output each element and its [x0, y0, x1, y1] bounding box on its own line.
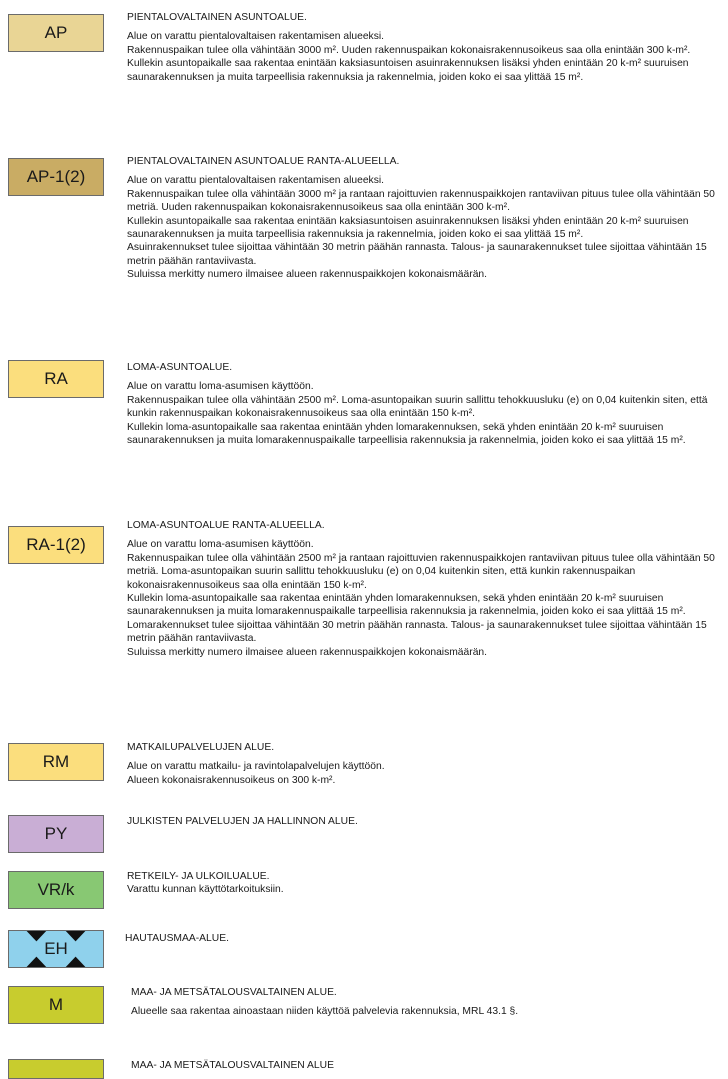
- zone-code-box-vr-k: [8, 871, 104, 909]
- zone-description-vr-k: [127, 870, 719, 897]
- zone-code-box-ap: [8, 14, 104, 52]
- zone-code-label: RA-1(2): [26, 535, 86, 554]
- zone-heading: RETKEILY- JA ULKOILUALUE.: [127, 871, 270, 882]
- zone-description-rm: [127, 741, 719, 787]
- zone-heading: JULKISTEN PALVELUJEN JA HALLINNON ALUE.: [127, 816, 358, 827]
- zone-rule-line: Alueen kokonaisrakennusoikeus on 300 k-m².: [127, 774, 336, 786]
- zone-rule-line: Alue on varattu loma-asumisen käyttöön.: [127, 539, 314, 551]
- zone-code-box-ra-1: [8, 526, 104, 564]
- zone-rule-line: Alue on varattu matkailu- ja ravintolapalvelujen käyttöön.: [127, 761, 385, 773]
- zone-code-label: AP-1(2): [26, 167, 86, 186]
- zone-rule-line: Alue on varattu loma-asumisen käyttöön.: [127, 381, 314, 393]
- zone-rule-line: Rakennuspaikan tulee olla vähintään 2500 m². Loma-asuntopaikan suurin sallittu tehokkuusluku (e) on 0,04 kuitenkin siten, että kunkin rakennuspaikan kokonaisrakennusoikeus saa olla enintään 150 k-m².: [127, 394, 708, 420]
- zone-description-m: [131, 986, 723, 1019]
- zone-description-ap: [127, 11, 719, 84]
- zone-rule-line: Kullekin loma-asuntopaikalle saa rakentaa enintään yhden lomarakennuksen, sekä yhden enintään 20 k-m² suuruisen saunarakennuksen ja muita lomarakennuspaikalle tarpeellisia rakennuksia ja rakennelmia, joiden koko ei saa ylittää 15 m².: [127, 421, 686, 447]
- zone-rule-line: Rakennuspaikan tulee olla vähintään 3000 m². Uuden rakennuspaikan kokonaisrakennusoikeus saa olla enintään 300 k-m².: [127, 44, 691, 56]
- zone-code-label: M: [48, 995, 64, 1014]
- zone-heading: LOMA-ASUNTOALUE.: [127, 362, 233, 373]
- zone-code-label: VR/k: [37, 880, 75, 899]
- zone-code-box-ap-1: [8, 158, 104, 196]
- zone-heading: MAA- JA METSÄTALOUSVALTAINEN ALUE: [131, 1060, 334, 1071]
- zone-rule-line: Rakennuspaikan tulee olla vähintään 2500 m² ja rantaan rajoittuvien rakennuspaikkojen rantaviivan pituus tulee olla vähintään 50 metriä. Loma-asuntopaikan suurin sallittu tehokkuusluku (e) on 0,04 kuitenkin siten, että kunkin rakennuspaikan kokonaisrakennusoikeus saa olla enintään 150 k-m².: [127, 552, 715, 591]
- zone-rule-line: Kullekin loma-asuntopaikalle saa rakentaa enintään yhden lomarakennuksen, sekä yhden enintään 20 k-m² suuruisen saunarakennuksen ja muita lomarakennuspaikalle tarpeellisia rakennuksia ja rakennelmia, joiden koko ei saa ylittää 15 m².: [127, 593, 686, 618]
- zone-code-label: EH: [44, 939, 68, 958]
- zone-code-box-eh: [8, 930, 104, 968]
- zone-code-box-m: [8, 986, 104, 1024]
- zone-code-label: RA: [44, 369, 68, 388]
- zone-description-ra-1: [127, 519, 719, 659]
- zone-description-eh: [125, 932, 717, 951]
- zone-rule-line: Suluissa merkitty numero ilmaisee alueen rakennuspaikkojen kokonaismäärän.: [127, 646, 488, 658]
- zone-rule-line: Alue on varattu pientalovaltaisen rakentamisen alueeksi.: [127, 175, 385, 187]
- zone-code-label: AP: [44, 23, 68, 42]
- zone-heading: LOMA-ASUNTOALUE RANTA-ALUEELLA.: [127, 520, 325, 531]
- zone-description-py: [127, 815, 719, 834]
- zone-rule-line: Suluissa merkitty numero ilmaisee alueen rakennuspaikkojen kokonaismäärän.: [127, 269, 488, 281]
- zone-heading: PIENTALOVALTAINEN ASUNTOALUE.: [127, 12, 307, 23]
- zone-code-box-m-2: [8, 1059, 104, 1079]
- zone-rule-line: Asuinrakennukset tulee sijoittaa vähintään 30 metrin päähän rannasta. Talous- ja saunarakennukset tulee sijoittaa vähintään 15 metrin päähän rantaviivasta.: [127, 242, 707, 267]
- zone-heading: PIENTALOVALTAINEN ASUNTOALUE RANTA-ALUEELLA.: [127, 156, 400, 167]
- zone-heading: MATKAILUPALVELUJEN ALUE.: [127, 742, 275, 753]
- zone-code-box-py: [8, 815, 104, 853]
- zone-code-label: RM: [42, 752, 70, 771]
- zone-code-box-ra: [8, 360, 104, 398]
- zone-rule-line: Varattu kunnan käyttötarkoituksiin.: [127, 884, 284, 896]
- zone-rule-line: Rakennuspaikan tulee olla vähintään 3000 m² ja rantaan rajoittuvien rakennuspaikkojen rantaviivan pituus tulee olla vähintään 50 metriä. Uuden rakennuspaikan kokonaisrakennusoikeus saa olla enintään 300 k-m².: [127, 188, 715, 214]
- zone-heading: HAUTAUSMAA-ALUE.: [125, 933, 229, 944]
- zone-rule-line: Kullekin asuntopaikalle saa rakentaa enintään kaksiasuntoisen asuinrakennuksen lisäksi yhden enintään 20 k-m² suuruisen saunarakennuksen ja muita tarpeellisia rakennuksia ja rakennelmia, joiden koko ei saa ylittää 15 m².: [127, 58, 689, 83]
- zone-rule-line: Lomarakennukset tulee sijoittaa vähintään 30 metrin päähän rannasta. Talous- ja saunarakennukset tulee sijoittaa vähintään 15 metrin päähän rantaviivasta.: [127, 619, 707, 645]
- zone-rule-line: Kullekin asuntopaikalle saa rakentaa enintään kaksiasuntoisen asuinrakennuksen lisäksi yhden enintään 20 k-m² suuruisen saunarakennuksen ja muita tarpeellisia rakennuksia ja rakennelmia, joiden koko ei saa ylittää 15 m².: [127, 215, 689, 241]
- zone-code-box-rm: [8, 743, 104, 781]
- zone-heading: MAA- JA METSÄTALOUSVALTAINEN ALUE.: [131, 987, 337, 998]
- zone-description-ap-1: [127, 155, 719, 282]
- zone-rule-line: Alue on varattu pientalovaltaisen rakentamisen alueeksi.: [127, 31, 385, 43]
- zone-description-ra: [127, 361, 719, 447]
- zone-code-label: PY: [44, 824, 68, 843]
- zone-rule-line: Alueelle saa rakentaa ainoastaan niiden käyttöä palvelevia rakennuksia, MRL 43.1 §.: [131, 1006, 519, 1018]
